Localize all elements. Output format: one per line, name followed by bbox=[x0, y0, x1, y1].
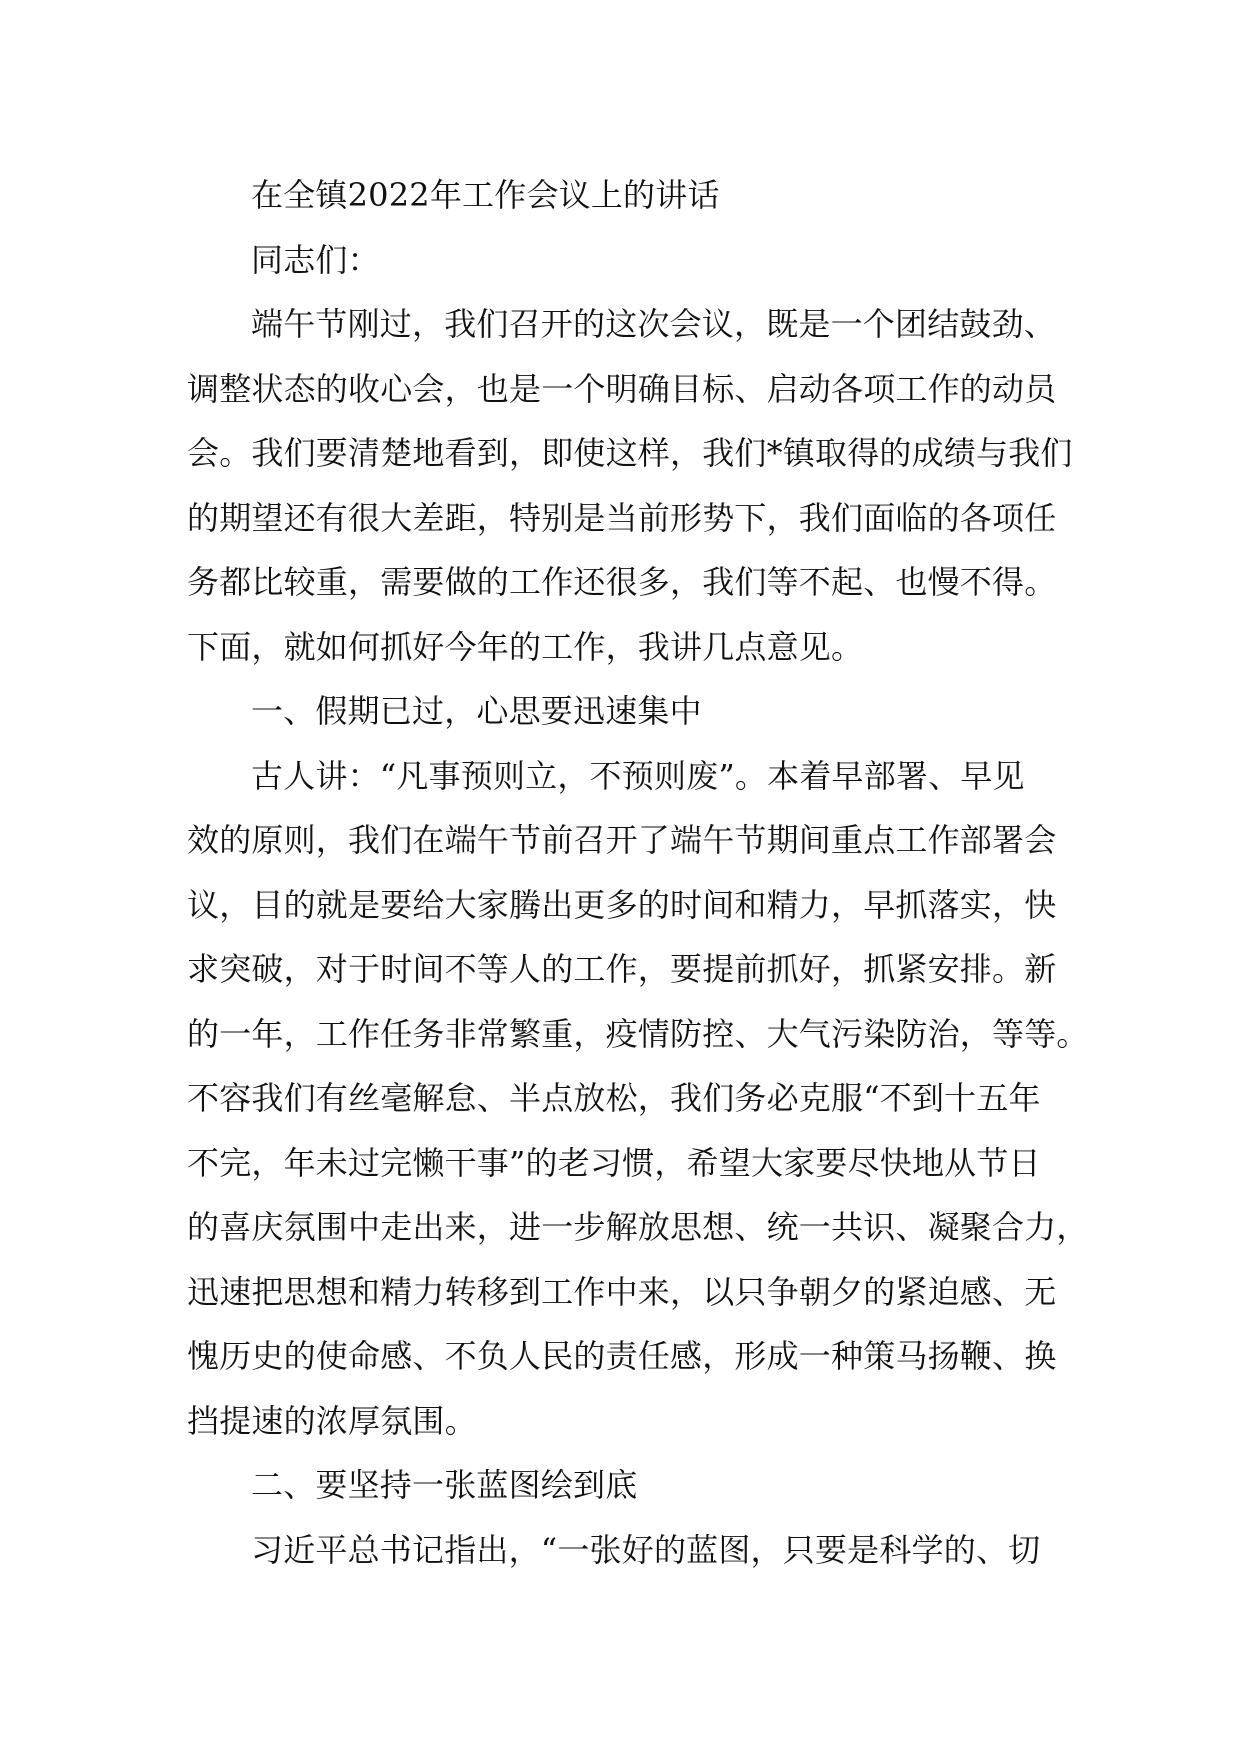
salutation-text: 同志们： bbox=[251, 240, 380, 279]
paragraph-line: 效的原则，我们在端午节前召开了端午节期间重点工作部署会 bbox=[187, 821, 1057, 859]
title-text: 在全镇2022年工作会议上的讲话 bbox=[251, 176, 720, 214]
paragraph-line: 调整状态的收心会，也是一个明确目标、启动各项工作的动员 bbox=[187, 369, 1057, 408]
section-heading-text: 二、要坚持一张蓝图绘到底 bbox=[251, 1466, 638, 1504]
paragraph-line: 议，目的就是要给大家腾出更多的时间和精力，早抓落实，快 bbox=[187, 885, 1057, 924]
paragraph-line: 迅速把思想和精力转移到工作中来，以只争朝夕的紧迫感、无 bbox=[187, 1272, 1057, 1311]
paragraph-line: 愧历史的使命感、不负人民的责任感，形成一种策马扬鞭、换 bbox=[187, 1337, 1057, 1375]
paragraph-line: 下面，就如何抓好今年的工作，我讲几点意见。 bbox=[187, 627, 864, 666]
paragraph-line: 的一年，工作任务非常繁重，疫情防控、大气污染防治，等等。 bbox=[187, 1014, 1089, 1053]
paragraph-line: 不完，年未过完懒干事”的老习惯，希望大家要尽快地从节日 bbox=[187, 1143, 1041, 1182]
section-heading-1 bbox=[187, 679, 1077, 744]
paragraph-line: 务都比较重，需要做的工作还很多，我们等不起、也慢不得。 bbox=[187, 563, 1057, 601]
paragraph-line: 的喜庆氛围中走出来，进一步解放思想、统一共识、凝聚合力， bbox=[187, 1208, 1089, 1246]
document-title bbox=[187, 163, 1077, 228]
paragraph-line: 古人讲：“凡事预则立，不预则废”。本着早部署、早见 bbox=[251, 756, 1025, 795]
section-2-paragraph bbox=[187, 1518, 1077, 1583]
paragraph-line: 端午节刚过，我们召开的这次会议，既是一个团结鼓劲、 bbox=[251, 305, 1057, 343]
salutation bbox=[187, 228, 1077, 293]
paragraph-line: 的期望还有很大差距，特别是当前形势下，我们面临的各项任 bbox=[187, 498, 1057, 537]
section-1-paragraph bbox=[187, 744, 1089, 1454]
paragraph-line: 习近平总书记指出，“一张好的蓝图，只要是科学的、切 bbox=[251, 1530, 1041, 1569]
section-heading-text: 一、假期已过，心思要迅速集中 bbox=[251, 692, 702, 730]
paragraph-line: 挡提速的浓厚氛围。 bbox=[187, 1401, 477, 1440]
document-body bbox=[187, 163, 1089, 1582]
intro-paragraph bbox=[187, 292, 1077, 679]
section-heading-2 bbox=[187, 1453, 1077, 1518]
paragraph-line: 会。我们要清楚地看到，即使这样，我们*镇取得的成绩与我们 bbox=[187, 434, 1073, 472]
paragraph-line: 求突破，对于时间不等人的工作，要提前抓好，抓紧安排。新 bbox=[187, 950, 1057, 988]
paragraph-line: 不容我们有丝毫解怠、半点放松，我们务必克服“不到十五年 bbox=[187, 1079, 1041, 1117]
